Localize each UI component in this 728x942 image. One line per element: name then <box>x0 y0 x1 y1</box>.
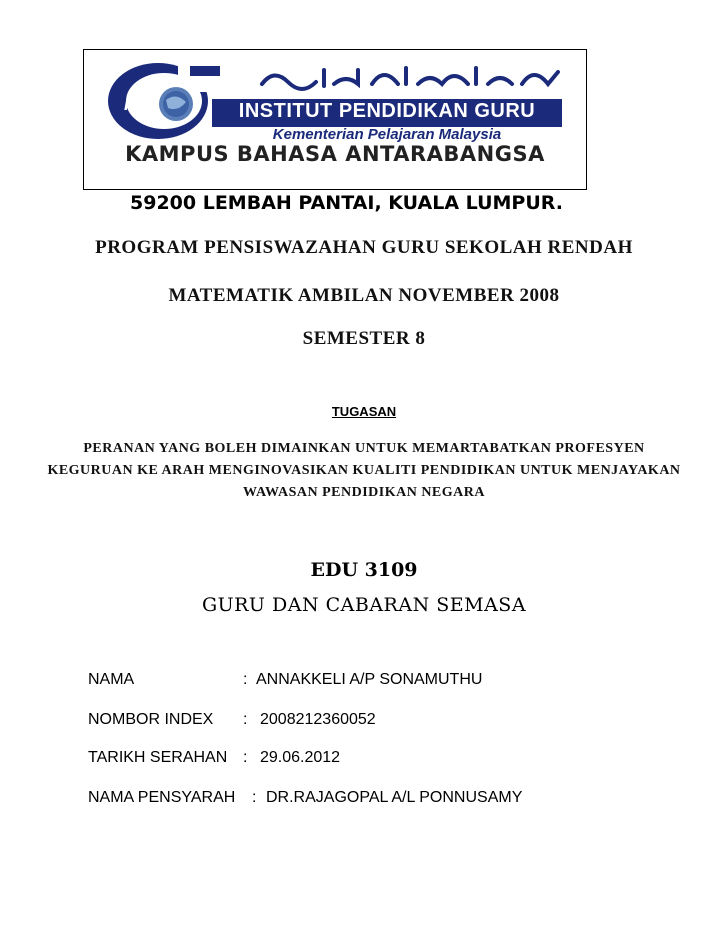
detail-separator: : <box>243 671 248 688</box>
detail-value: 29.06.2012 <box>260 749 341 766</box>
assignment-title-line: KEGURUAN KE ARAH MENGINOVASIKAN KUALITI PENDIDIKAN UNTUK MENJAYAKAN <box>47 463 681 478</box>
program-title: PROGRAM PENSISWAZAHAN GURU SEKOLAH RENDAH <box>95 237 633 258</box>
detail-row-lecturer <box>88 789 523 807</box>
detail-row-submission-date <box>88 749 341 767</box>
detail-value: ANNAKKELI A/P SONAMUTHU <box>256 671 483 688</box>
ipg-logo-icon <box>106 60 224 142</box>
assignment-title-line: WAWASAN PENDIDIKAN NEGARA <box>243 485 485 500</box>
detail-separator: : <box>252 789 257 806</box>
assignment-label: TUGASAN <box>331 404 397 419</box>
letterhead-logo <box>83 49 587 190</box>
semester-label: SEMESTER 8 <box>302 328 426 349</box>
detail-label: NAMA PENSYARAH <box>88 789 236 806</box>
logo-text: iPG <box>124 94 156 114</box>
course-code: EDU 3109 <box>310 559 418 581</box>
course-name: GURU DAN CABARAN SEMASA <box>201 594 527 616</box>
detail-value: 2008212360052 <box>260 711 376 728</box>
detail-value: DR.RAJAGOPAL A/L PONNUSAMY <box>266 789 523 806</box>
institute-name-bar <box>212 99 562 127</box>
program-intake: MATEMATIK AMBILAN NOVEMBER 2008 <box>168 285 560 306</box>
detail-label: TARIKH SERAHAN <box>88 749 228 766</box>
assignment-title-line: PERANAN YANG BOLEH DIMAINKAN UNTUK MEMARTABATKAN PROFESYEN <box>83 441 645 456</box>
detail-row-name <box>88 671 483 689</box>
ministry-name: Kementerian Pelajaran Malaysia <box>272 126 502 143</box>
detail-row-index <box>88 711 376 729</box>
detail-separator: : <box>243 749 248 766</box>
institute-arabic-name <box>254 62 566 92</box>
detail-label: NOMBOR INDEX <box>88 711 214 728</box>
campus-address: 59200 LEMBAH PANTAI, KUALA LUMPUR. <box>130 192 563 214</box>
institute-name: INSTITUT PENDIDIKAN GURU <box>238 100 536 122</box>
detail-separator: : <box>243 711 248 728</box>
campus-name: KAMPUS BAHASA ANTARABANGSA <box>125 142 545 166</box>
jawi-script-icon <box>254 62 566 92</box>
detail-label: NAMA <box>88 671 135 688</box>
